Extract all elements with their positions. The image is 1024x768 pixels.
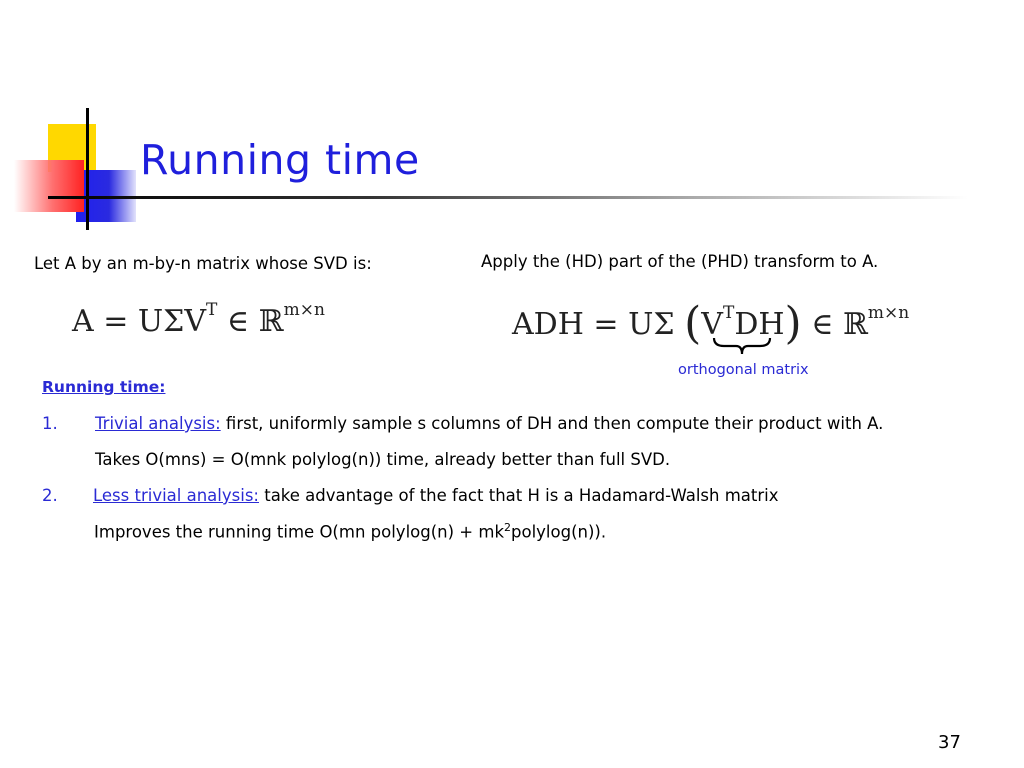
underbrace-icon <box>712 336 772 356</box>
svd-eq-sup-dim: m×n <box>283 300 325 320</box>
item-2-detail-prefix: Improves the running time O(mn polylog(n) + mk <box>94 522 504 542</box>
svd-eq-lhs: A = UΣV <box>72 304 207 339</box>
transform-eq-open-paren: ( <box>684 298 702 349</box>
slide-logo <box>0 0 140 240</box>
item-1-text: first, uniformly sample s columns of DH and then compute their product with A. <box>220 414 884 433</box>
svd-equation <box>72 300 325 339</box>
transform-eq-part3: DH <box>734 307 785 342</box>
item-2-detail-suffix: polylog(n)). <box>511 522 607 542</box>
item-1-line <box>95 414 883 433</box>
brace-label: orthogonal matrix <box>678 362 809 378</box>
item-2-number: 2. <box>42 486 58 505</box>
slide-title: Running time <box>140 136 420 184</box>
svd-eq-mid: ∈ ℝ <box>217 304 284 339</box>
item-1-number: 1. <box>42 414 58 433</box>
transform-equation <box>512 298 909 349</box>
transform-eq-sup-t: T <box>722 303 735 323</box>
item-2-line <box>93 486 779 505</box>
svd-eq-sup-t: T <box>206 300 218 320</box>
item-1-link[interactable]: Trivial analysis: <box>95 414 221 433</box>
item-2-detail-sup: 2 <box>504 521 511 534</box>
item-2-link[interactable]: Less trivial analysis: <box>93 486 259 505</box>
title-underline <box>48 196 968 199</box>
page-number: 37 <box>938 732 961 753</box>
transform-eq-part4: ∈ ℝ <box>801 307 868 342</box>
item-2-detail <box>94 521 606 542</box>
transform-eq-close-paren: ) <box>784 298 802 349</box>
transform-eq-sup-dim: m×n <box>867 303 910 323</box>
svd-intro-text: Let A by an m-by-n matrix whose SVD is: <box>34 254 372 273</box>
transform-eq-part2: V <box>701 307 723 342</box>
item-2-text: take advantage of the fact that H is a Hadamard-Walsh matrix <box>258 486 779 505</box>
item-1-detail: Takes O(mns) = O(mnk polylog(n)) time, already better than full SVD. <box>95 450 671 469</box>
logo-red-square <box>14 160 84 212</box>
logo-vertical-line <box>86 108 89 230</box>
transform-intro-text: Apply the (HD) part of the (PHD) transform to A. <box>481 252 879 271</box>
transform-eq-part1: ADH = UΣ <box>512 307 685 342</box>
running-time-heading: Running time: <box>42 378 166 396</box>
